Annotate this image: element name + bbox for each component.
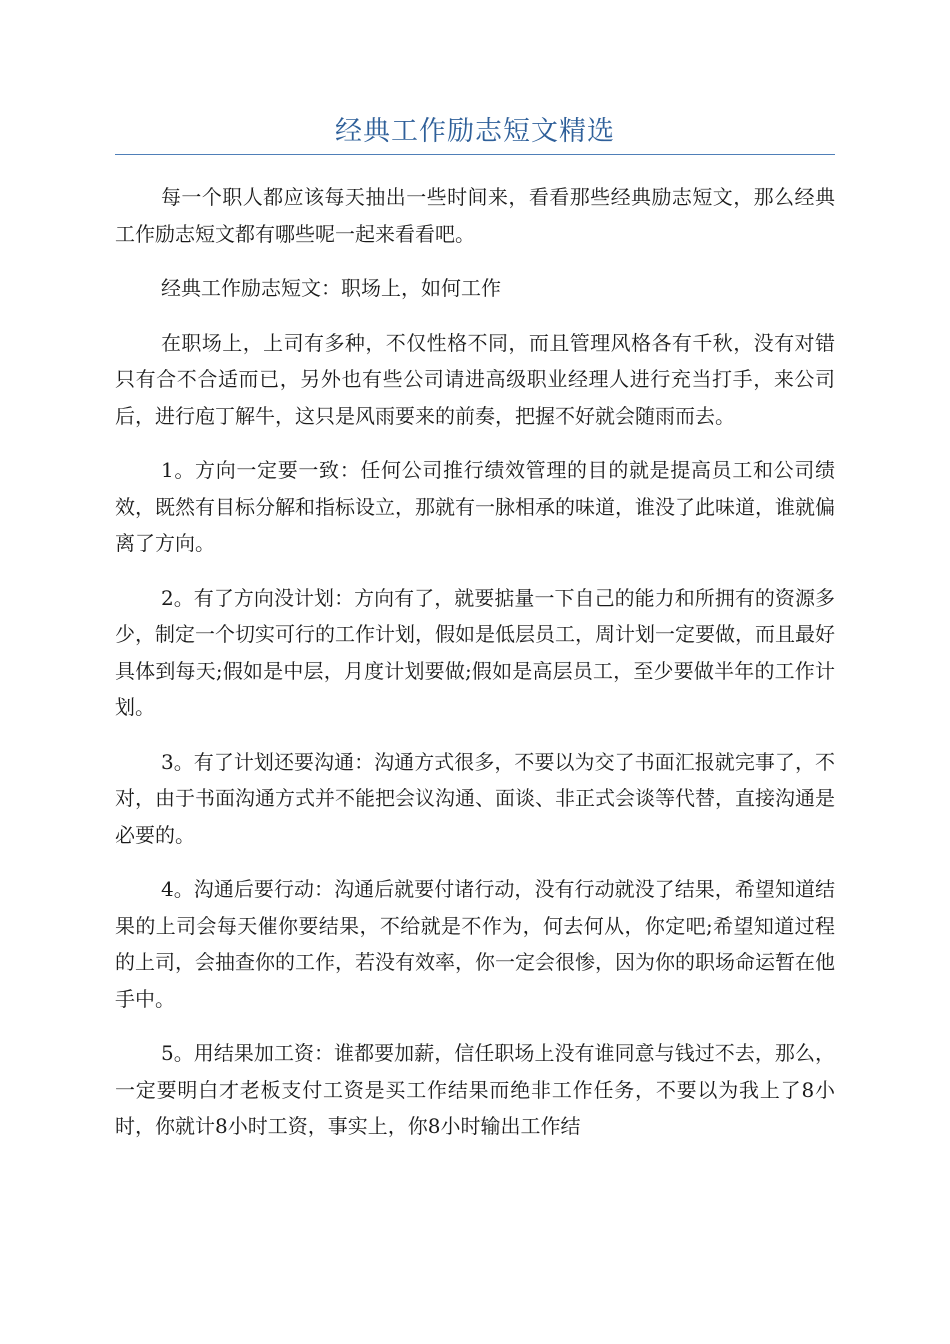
document-title: 经典工作励志短文精选 xyxy=(335,116,615,147)
document-body xyxy=(115,179,835,1163)
paragraph-point-1: 1。方向一定要一致：任何公司推行绩效管理的目的就是提高员工和公司绩效，既然有目标分解和指标设立，那就有一脉相承的味道，谁没了此味道，谁就偏离了方向。 xyxy=(115,458,835,555)
paragraph-point-3: 3。有了计划还要沟通：沟通方式很多，不要以为交了书面汇报就完事了，不对，由于书面沟通方式并不能把会议沟通、面谈、非正式会谈等代替，直接沟通是必要的。 xyxy=(115,749,835,847)
paragraph-workplace: 在职场上，上司有多种，不仅性格不同，而且管理风格各有千秋，没有对错只有合不合适而已，另外也有些公司请进高级职业经理人进行充当打手，来公司后，进行庖丁解牛，这只是风雨要来的前奏，把握不好就会随雨而去。 xyxy=(115,330,835,428)
paragraph-intro: 每一个职人都应该每天抽出一些时间来，看看那些经典励志短文，那么经典工作励志短文都有哪些呢一起来看看吧。 xyxy=(115,185,835,246)
paragraph-point-2: 2。有了方向没计划：方向有了，就要掂量一下自己的能力和所拥有的资源多少，制定一个切实可行的工作计划，假如是低层员工，周计划一定要做，而且最好具体到每天;假如是中层，月度计划要做;假如是高层员工，至少要做半年的工作计划。 xyxy=(115,585,835,719)
paragraph-point-4: 4。沟通后要行动：沟通后就要付诸行动，没有行动就没了结果，希望知道结果的上司会每天催你要结果，不给就是不作为，何去何从，你定吧;希望知道过程的上司，会抽查你的工作，若没有效率，你一定会很惨，因为你的职场命运暂在他手中。 xyxy=(115,877,835,1011)
title-underline xyxy=(115,154,835,155)
paragraph-point-5: 5。用结果加工资：谁都要加薪，信任职场上没有谁同意与钱过不去，那么，一定要明白才老板支付工资是买工作结果而绝非工作任务，不要以为我上了8小时，你就计8小时工资，事实上，你8小时输出工作结 xyxy=(115,1041,835,1138)
paragraph-subheading: 经典工作励志短文：职场上，如何工作 xyxy=(161,276,501,300)
